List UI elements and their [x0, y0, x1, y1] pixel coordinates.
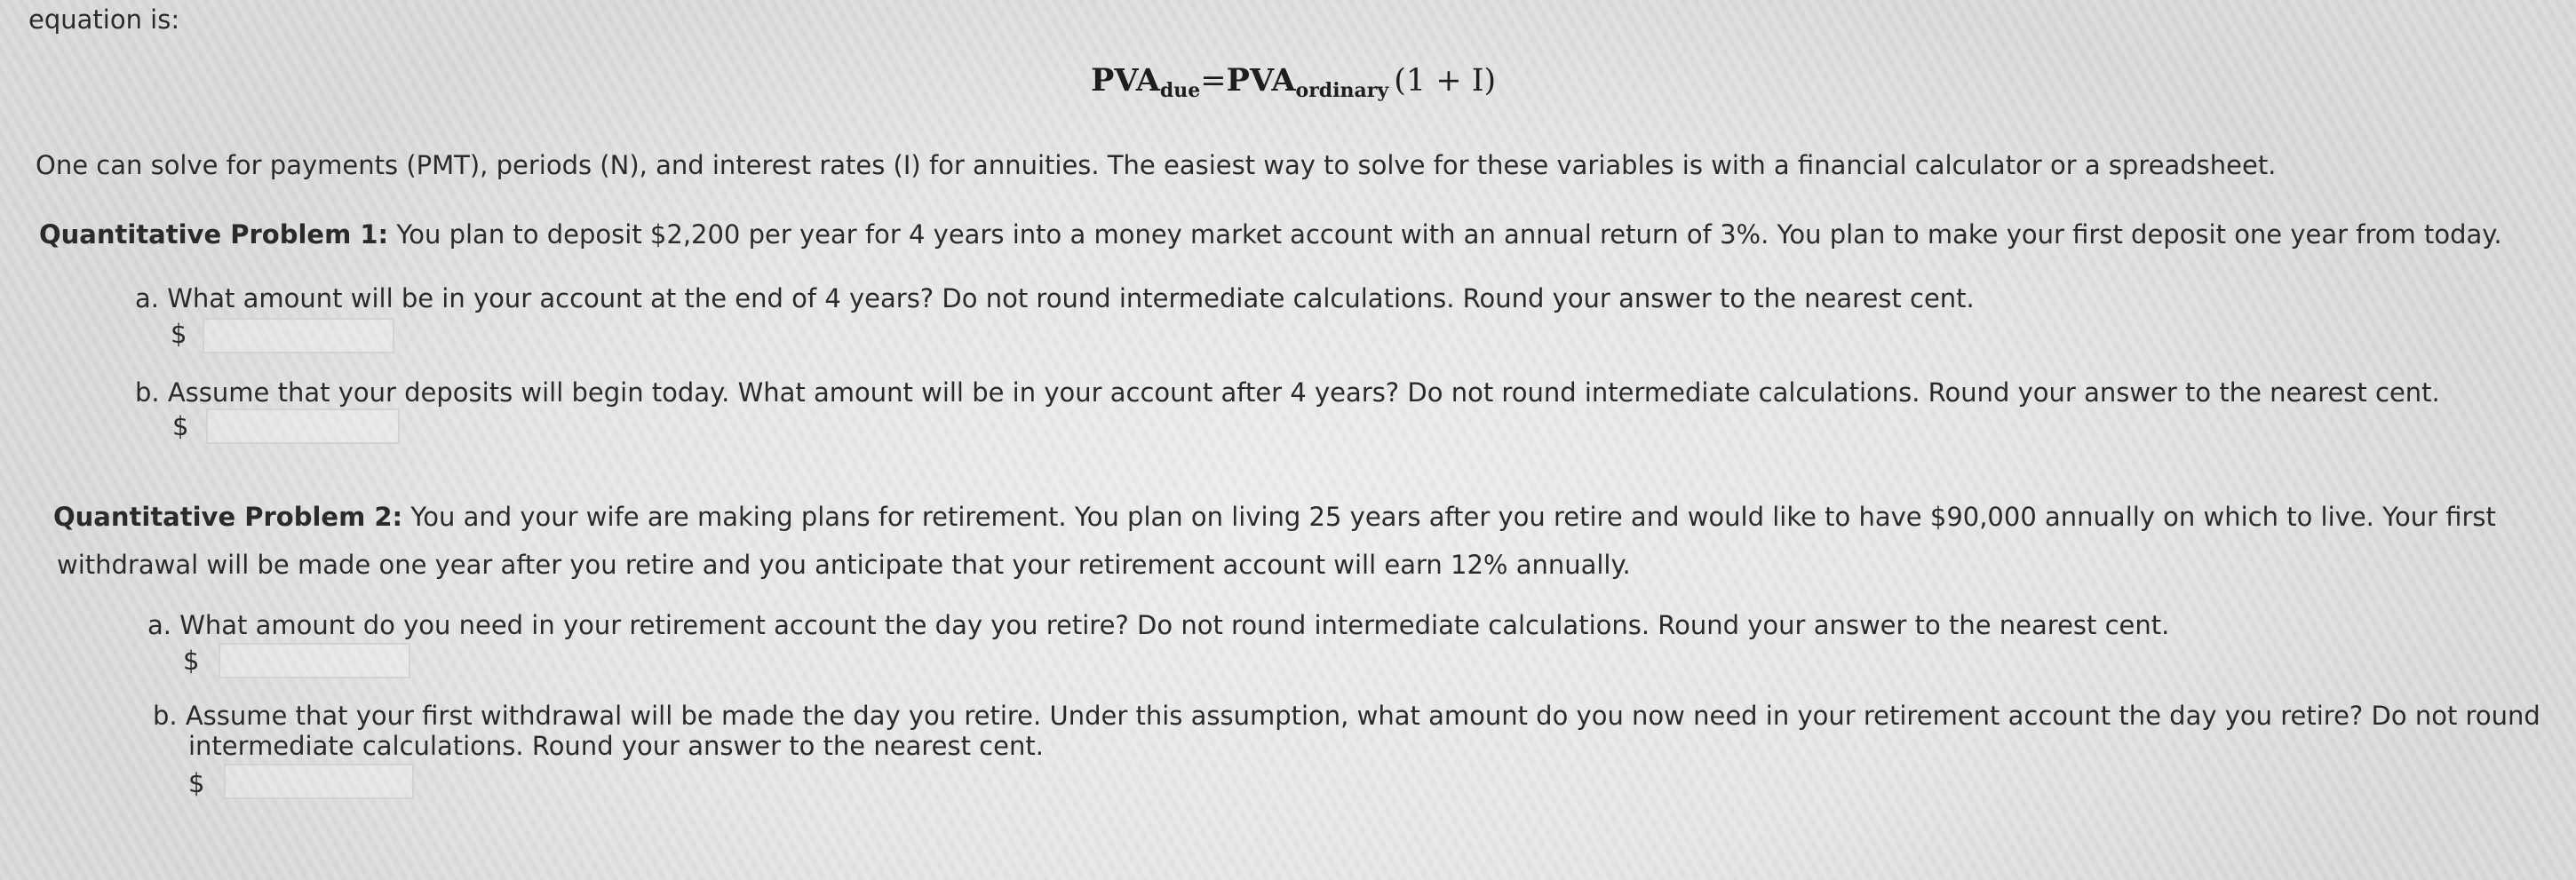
problem1-part-b-currency: $: [172, 411, 189, 441]
equation-rhs-sub: ordinary: [1295, 79, 1389, 102]
problem1-part-a-question: a. What amount will be in your account at the end of 4 years? Do not round intermediate calculations. Round your answer to the nearest cent.: [135, 283, 1975, 313]
problem2-part-b-question-line1: b. Assume that your first withdrawal will be made the day you retire. Under this assumption, what amount do you now need in your retirement account the day you retire? Do not round: [153, 701, 2540, 731]
problem1-part-a-answer-input[interactable]: [203, 318, 394, 353]
intro-fragment: equation is:: [28, 4, 180, 35]
solve-note: One can solve for payments (PMT), periods (N), and interest rates (I) for annuities. The easiest way to solve for these variables is with a financial calculator or a spreadsheet.: [36, 150, 2277, 180]
equation-lhs-sub: due: [1159, 79, 1201, 102]
problem2-part-a-question: a. What amount do you need in your retirement account the day you retire? Do not round intermediate calculations. Round your answer to the nearest cent.: [147, 610, 2170, 640]
problem1-text: You plan to deposit $2,200 per year for 4 years into a money market account with an annual return of 3%. You plan to make your first deposit one year from today.: [388, 219, 2502, 250]
problem2-part-b-currency: $: [188, 768, 205, 798]
equation-factor: (1 + I): [1394, 63, 1497, 99]
problem2-statement-line2: withdrawal will be made one year after you retire and you anticipate that your retirement account will earn 12% annually.: [57, 550, 1631, 580]
problem2-part-a-answer-input[interactable]: [219, 643, 410, 678]
equation-lhs: PVA: [1091, 62, 1160, 99]
problem2-part-a-currency: $: [183, 646, 200, 676]
problem1-part-b-answer-input[interactable]: [206, 408, 400, 444]
problem2-text-line1: You and your wife are making plans for retirement. You plan on living 25 years after you retire and would like to have $90,000 annually on which to live. Your first: [402, 502, 2496, 532]
equation-equals: =: [1200, 63, 1227, 99]
problem2-label: Quantitative Problem 2:: [53, 502, 403, 532]
problem2-statement-line1: [53, 501, 2496, 533]
pva-due-equation: [1091, 62, 1496, 102]
problem1-label: Quantitative Problem 1:: [39, 219, 389, 250]
equation-rhs: PVA: [1226, 62, 1296, 99]
problem1-statement: [39, 218, 2502, 250]
problem1-part-b-question: b. Assume that your deposits will begin today. What amount will be in your account after 4 years? Do not round intermediate calculations. Round your answer to the nearest cent.: [135, 377, 2440, 408]
problem1-part-a-currency: $: [171, 319, 187, 349]
problem2-part-b-answer-input[interactable]: [224, 764, 414, 799]
problem2-part-b-question-line2: intermediate calculations. Round your answer to the nearest cent.: [188, 731, 1044, 761]
